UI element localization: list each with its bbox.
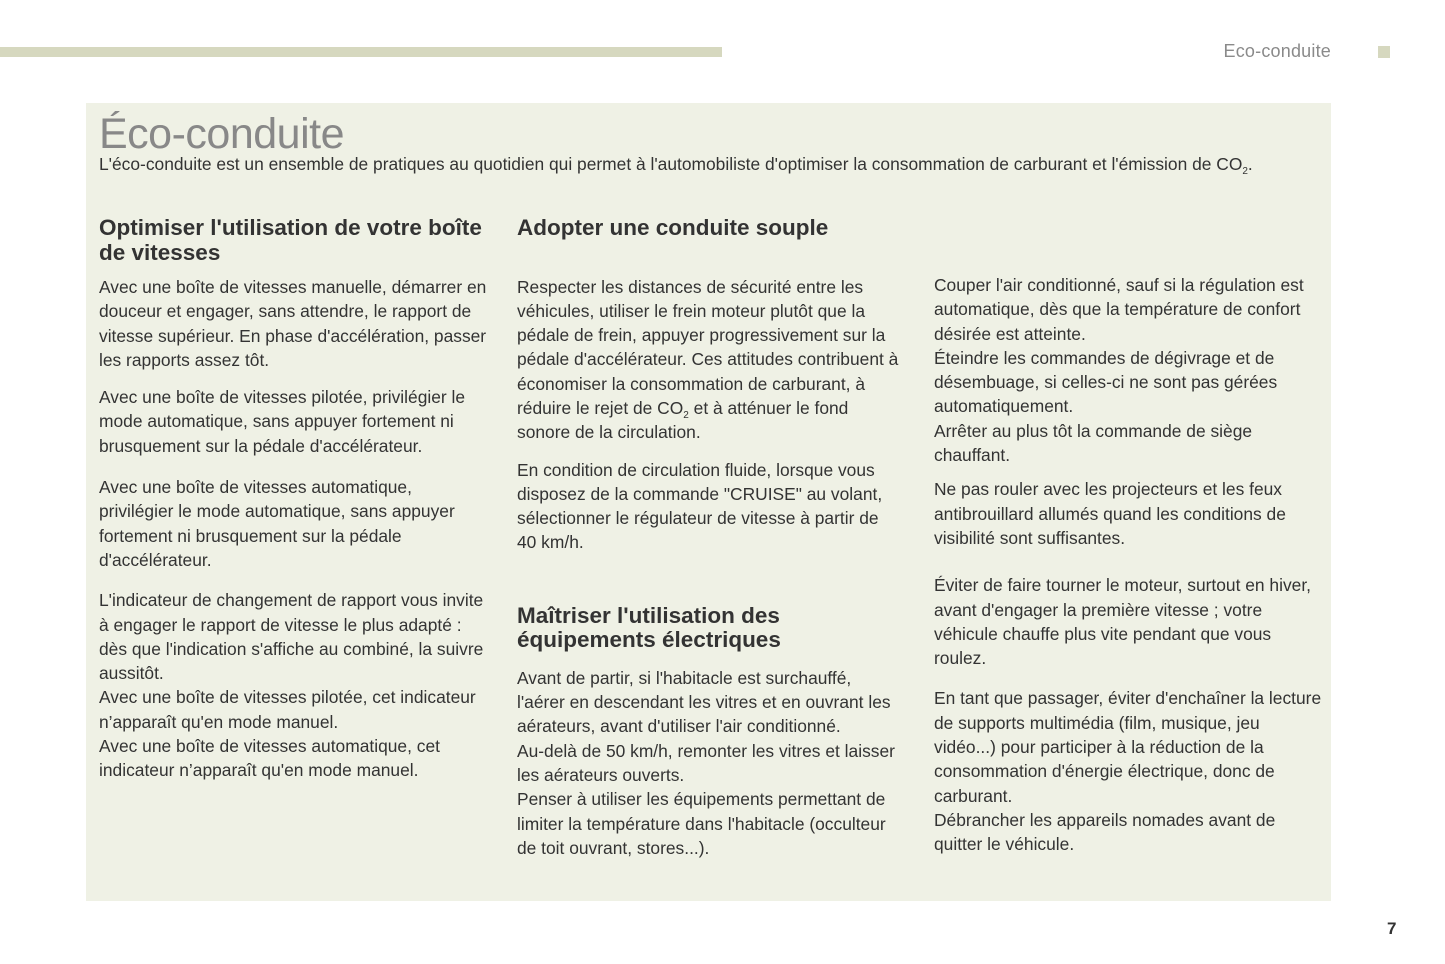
paragraph: Éviter de faire tourner le moteur, surtout en hiver, avant d'engager la première vitesse ; votre véhicule chauffe plus vite pendant que vous roulez. (934, 575, 1311, 669)
paragraph-text: Respecter les distances de sécurité entre les véhicules, utiliser le frein moteur plutôt que la pédale de frein, appuyer progressivement sur la pédale d'accélérateur. Ces attitudes contribuent à économiser la consommation de carburant, à réduire le rejet de CO (517, 276, 899, 418)
header-accent-bar (0, 47, 722, 57)
intro-text: L'éco-conduite est un ensemble de pratiques au quotidien qui permet à l'automobiliste d'optimiser la consommation de carburant et l'émission de CO (99, 154, 1243, 174)
paragraph: Au-delà de 50 km/h, remonter les vitres et laisser les aérateurs ouverts. (517, 740, 895, 785)
section-marker-square (1378, 46, 1390, 58)
paragraph: Avec une boîte de vitesses manuelle, démarrer en douceur et engager, sans attendre, le rapport de vitesse supérieur. En phase d'accélération, passer les rapports assez tôt. (99, 277, 487, 370)
paragraph: Ne pas rouler avec les projecteurs et les feux antibrouillard allumés quand les conditions de visibilité sont suffisantes. (934, 479, 1286, 548)
co2-subscript: 2 (683, 409, 689, 421)
paragraph: Penser à utiliser les équipements permettant de limiter la température dans l'habitacle (occulteur de toit ouvrant, stores...). (517, 789, 886, 858)
paragraph: Avant de partir, si l'habitacle est surchauffé, l'aérer en descendant les vitres et en ouvrant les aérateurs, avant d'utiliser l'air conditionné. (517, 667, 891, 737)
paragraph: Avec une boîte de vitesses automatique, privilégier le mode automatique, sans appuyer fortement ni brusquement sur la pédale d'accélérateur. (99, 477, 455, 570)
intro-end: . (1247, 154, 1253, 174)
column-equipment (934, 273, 1324, 857)
page-number: 7 (1387, 919, 1397, 938)
paragraph: Avec une boîte de vitesses automatique, cet indicateur n’apparaît qu'en mode manuel. (99, 736, 440, 781)
page-title: Éco-conduite (99, 110, 344, 158)
heading-gearbox: Optimiser l'utilisation de votre boîte de vitesses (99, 215, 482, 265)
heading-driving: Adopter une conduite souple (517, 215, 829, 240)
paragraph: En condition de circulation fluide, lorsque vous disposez de la commande "CRUISE" au volant, sélectionner le régulateur de vitesse à partir de 40 km/h. (517, 459, 883, 553)
section-label: Eco-conduite (1223, 41, 1331, 61)
intro-subscript: 2 (1242, 166, 1248, 177)
column-gearbox (99, 216, 489, 783)
paragraph (517, 275, 902, 445)
intro-paragraph (99, 152, 1309, 177)
paragraph: Couper l'air conditionné, sauf si la régulation est automatique, dès que la température de confort désirée est atteinte. (934, 275, 1304, 344)
heading-electrical: Maîtriser l'utilisation des équipements électriques (517, 602, 781, 653)
column-driving (517, 216, 902, 860)
paragraph: Avec une boîte de vitesses pilotée, cet indicateur n’apparaît qu'en mode manuel. (99, 687, 476, 732)
paragraph: Arrêter au plus tôt la commande de siège chauffant. (934, 420, 1253, 466)
paragraph: Avec une boîte de vitesses pilotée, privilégier le mode automatique, sans appuyer fortement ni brusquement sur la pédale d'accélérateur. (99, 387, 466, 456)
paragraph-text: et à atténuer le fond sonore de la circulation. (517, 397, 849, 443)
paragraph: En tant que passager, éviter d'enchaîner la lecture de supports multimédia (film, musique, jeu vidéo...) pour participer à la réduction de la consommation d'énergie électrique, donc de carburant. (934, 688, 1322, 806)
paragraph: Débrancher les appareils nomades avant de quitter le véhicule. (934, 809, 1276, 855)
paragraph: Éteindre les commandes de dégivrage et de désembuage, si celles-ci ne sont pas gérées automatiquement. (934, 347, 1278, 417)
paragraph: L'indicateur de changement de rapport vous invite à engager le rapport de vitesse le plus adapté : dès que l'indication s'affiche au combiné, la suivre aussitôt. (99, 590, 484, 684)
